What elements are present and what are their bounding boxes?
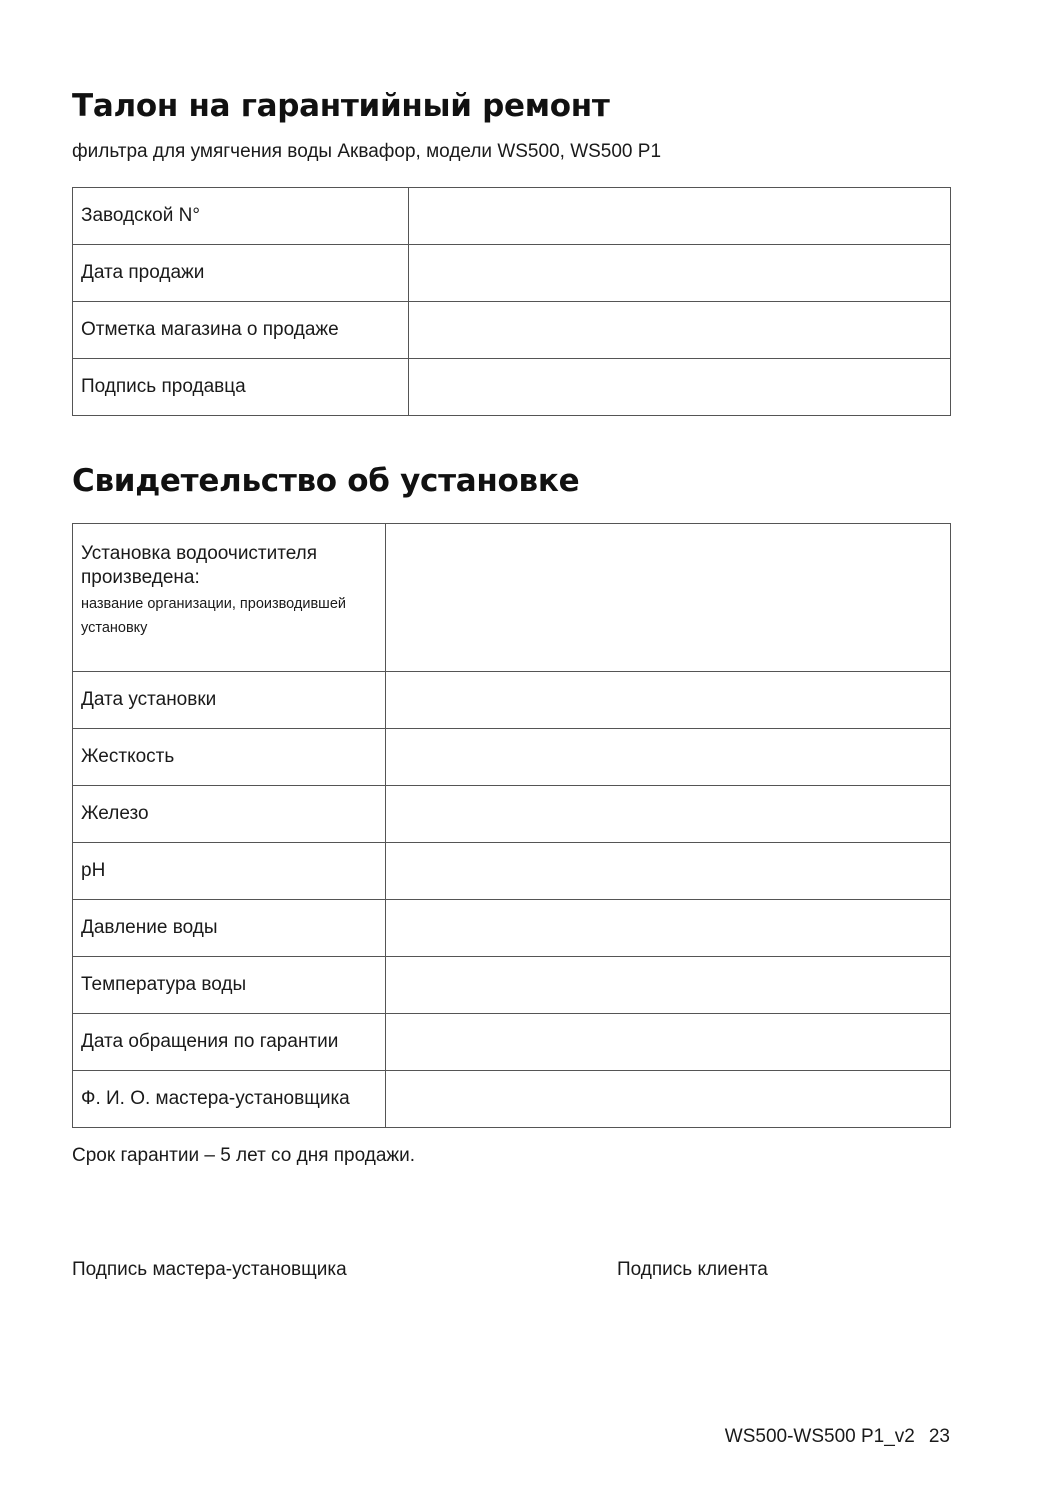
installer-label-note: название организации, производившей установку [81, 596, 346, 636]
sale-date-field[interactable] [409, 245, 951, 302]
table-row [73, 843, 951, 900]
warranty-term: Срок гарантии – 5 лет со дня продажи. [72, 1145, 416, 1166]
warranty-card-table [72, 187, 951, 416]
store-mark-label: Отметка магазина о продаже [73, 302, 409, 359]
warranty-claim-date-label: Дата обращения по гарантии [73, 1014, 386, 1071]
warranty-card-subtitle: фильтра для умягчения воды Аквафор, модели WS500, WS500 P1 [72, 141, 662, 162]
seller-signature-field[interactable] [409, 359, 951, 416]
water-temperature-label: Температура воды [73, 957, 386, 1014]
table-row [73, 786, 951, 843]
sale-date-label: Дата продажи [73, 245, 409, 302]
table-row [73, 957, 951, 1014]
table-row [73, 302, 951, 359]
installation-date-label: Дата установки [73, 672, 386, 729]
table-row [73, 900, 951, 957]
installation-certificate-title: Свидетельство об установке [72, 463, 580, 499]
page-number: 23 [928, 1426, 950, 1447]
table-row [73, 672, 951, 729]
installation-date-field[interactable] [386, 672, 951, 729]
hardness-label: Жесткость [73, 729, 386, 786]
installer-label-line1: Установка водоочистителя [81, 543, 318, 564]
water-pressure-label: Давление воды [73, 900, 386, 957]
hardness-field[interactable] [386, 729, 951, 786]
client-signature-label: Подпись клиента [617, 1259, 768, 1280]
warranty-claim-date-field[interactable] [386, 1014, 951, 1071]
page-footer [725, 1426, 950, 1448]
installer-name-field[interactable] [386, 1071, 951, 1128]
iron-label: Железо [73, 786, 386, 843]
warranty-card-title: Талон на гарантийный ремонт [72, 88, 610, 124]
ph-label: pH [73, 843, 386, 900]
iron-field[interactable] [386, 786, 951, 843]
installation-table [72, 523, 951, 1128]
water-temperature-field[interactable] [386, 957, 951, 1014]
water-pressure-field[interactable] [386, 900, 951, 957]
master-signature-label: Подпись мастера-установщика [72, 1259, 347, 1280]
table-row [73, 245, 951, 302]
installer-label-line2: произведена: [81, 567, 200, 588]
seller-signature-label: Подпись продавца [73, 359, 409, 416]
ph-field[interactable] [386, 843, 951, 900]
table-row [73, 1014, 951, 1071]
store-mark-field[interactable] [409, 302, 951, 359]
table-row [73, 359, 951, 416]
table-row [73, 524, 951, 672]
installer-name-label: Ф. И. О. мастера-установщика [73, 1071, 386, 1128]
serial-number-label: Заводской N° [73, 188, 409, 245]
installer-organization-label [73, 524, 386, 672]
document-code: WS500-WS500 P1_v2 [724, 1426, 915, 1447]
installer-organization-field[interactable] [386, 524, 951, 672]
table-row [73, 188, 951, 245]
table-row [73, 1071, 951, 1128]
table-row [73, 729, 951, 786]
serial-number-field[interactable] [409, 188, 951, 245]
